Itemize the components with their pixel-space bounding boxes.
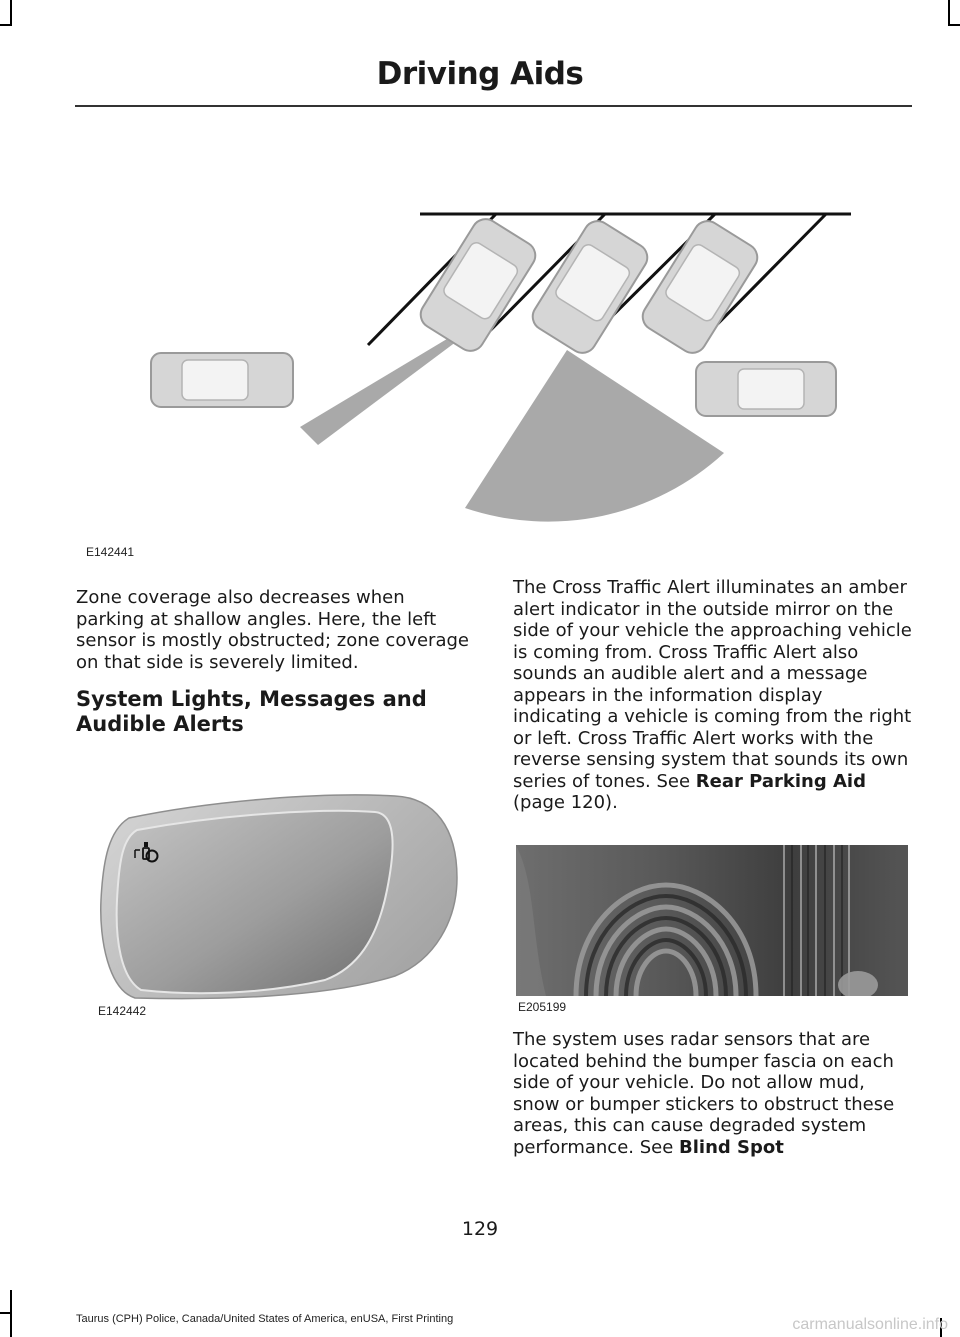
crop-mark-top-left-h	[0, 24, 12, 26]
crop-mark-top-left-v	[10, 0, 12, 26]
crop-mark-top-right-v	[948, 0, 950, 26]
watermark: carmanualsonline.info	[792, 1316, 948, 1333]
page-reference: (page 120).	[513, 792, 618, 813]
radar-sensors-paragraph	[513, 1029, 913, 1158]
section-heading-line1: System Lights, Messages and	[76, 687, 427, 711]
cross-traffic-alert-paragraph	[513, 577, 913, 814]
crop-mark-bottom-left-h	[0, 1312, 12, 1314]
section-heading	[76, 687, 476, 737]
information-display-image	[516, 845, 908, 996]
figure-code-mirror: E142442	[98, 1004, 147, 1018]
mirror-illustration	[95, 790, 465, 1005]
section-heading-line2: Audible Alerts	[76, 712, 244, 736]
rear-parking-aid-reference[interactable]: Rear Parking Aid	[695, 770, 866, 792]
radar-sensors-text: The system uses radar sensors that are located behind the bumper fascia on each side of your vehicle. Do not allow mud, snow or bumper stickers to obstruct these areas, this can cause degraded system performance. See	[513, 1029, 895, 1158]
page-number: 129	[461, 1218, 499, 1240]
parking-diagram	[140, 205, 860, 540]
zone-coverage-paragraph: Zone coverage also decreases when parking at shallow angles. Here, the left sensor is mostly obstructed; zone coverage on that side is severely limited.	[76, 587, 469, 673]
figure-code-display: E205199	[518, 1000, 567, 1014]
page-title: Driving Aids	[376, 56, 584, 92]
cross-traffic-alert-text: The Cross Traffic Alert illuminates an amber alert indicator in the outside mirror on the side of your vehicle the approaching vehicle is coming from. Cross Traffic Alert also sounds an audible alert and a message appears in the information display indicating a vehicle is coming from the right or left. Cross Traffic Alert works with the reverse sensing system that sounds its own series of tones. See	[513, 577, 912, 792]
header-rule	[75, 105, 912, 107]
blind-spot-reference[interactable]: Blind Spot	[679, 1136, 784, 1158]
figure-code-parking: E142441	[86, 545, 135, 559]
crop-mark-top-right-h	[948, 24, 960, 26]
footer-text: Taurus (CPH) Police, Canada/United States of America, enUSA, First Printing	[76, 1313, 454, 1325]
